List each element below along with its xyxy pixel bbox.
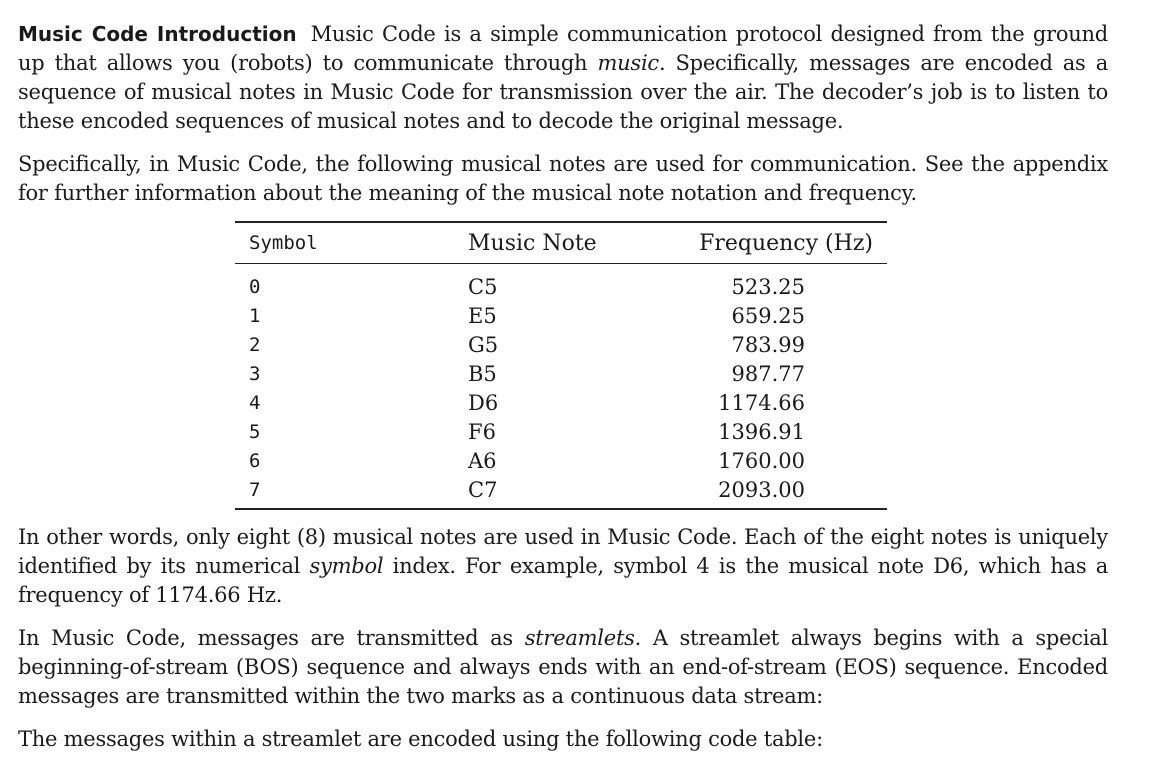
notes-paragraph: Specifically, in Music Code, the following musical notes are used for communication. See the appendix for further information about the meaning of the musical note notation and frequency. xyxy=(18,152,1108,205)
cell-note: B5 xyxy=(468,361,497,386)
table-row xyxy=(235,417,887,446)
section-heading: Music Code Introduction xyxy=(18,22,297,46)
header-music-note: Music Note xyxy=(468,222,648,264)
cell-frequency: 523.25 xyxy=(731,274,805,299)
para3-text-1: In other words, only eight (8) musical notes are used in Music Code. Each of the eight notes is uniquely identified by its numerical xyxy=(18,525,1108,578)
intro-italic-music: music xyxy=(597,51,659,75)
cell-note: E5 xyxy=(468,303,497,328)
para4-text-2: A streamlet always begins with a special beginning-of-stream (BOS) sequence and always ends with an end-of-stream (EOS) sequence. Encoded messages are transmitted within the two marks as a continuous data stream: xyxy=(18,626,1108,708)
cell-frequency: 2093.00 xyxy=(648,475,887,509)
cell-note: A6 xyxy=(468,448,497,473)
intro-text-2: . Specifically, messages are encoded as a sequence of musical notes in Music Code for transmission over the air. The decoder’s job is to listen to these encoded sequences of musical notes and to decode the original message. xyxy=(18,51,1109,133)
document-page xyxy=(18,20,1108,754)
cell-frequency: 783.99 xyxy=(731,332,805,357)
cell-note: F6 xyxy=(468,419,496,444)
cell-frequency: 1760.00 xyxy=(718,448,805,473)
table-row xyxy=(235,475,887,509)
cell-frequency: 987.77 xyxy=(731,361,805,386)
para4-text-1: In Music Code, messages are transmitted as xyxy=(18,626,525,650)
cell-symbol: 3 xyxy=(249,362,261,385)
cell-note: G5 xyxy=(468,332,499,357)
para4-italic-streamlets: streamlets. xyxy=(524,626,642,650)
cell-note: C7 xyxy=(468,475,648,509)
table-row xyxy=(235,330,887,359)
header-symbol: Symbol xyxy=(235,222,468,264)
table-row xyxy=(235,359,887,388)
music-note-table-wrapper xyxy=(235,221,887,510)
cell-symbol: 5 xyxy=(249,420,261,443)
eight-notes-paragraph xyxy=(18,523,1108,610)
table-header-row xyxy=(235,222,887,264)
cell-symbol: 1 xyxy=(249,304,261,327)
header-frequency: Frequency (Hz) xyxy=(648,222,887,264)
intro-text-1: Music Code is a simple communication protocol designed from the ground up that allows you (robots) to communicate through xyxy=(18,22,1108,75)
cell-symbol: 0 xyxy=(249,275,261,298)
streamlets-paragraph xyxy=(18,624,1108,711)
cell-symbol: 4 xyxy=(249,391,261,414)
code-table-intro-paragraph: The messages within a streamlet are encoded using the following code table: xyxy=(18,727,823,751)
cell-symbol: 7 xyxy=(235,475,468,509)
cell-frequency: 659.25 xyxy=(731,303,805,328)
intro-paragraph xyxy=(18,20,1108,136)
table-row xyxy=(235,446,887,475)
cell-frequency: 1174.66 xyxy=(718,390,805,415)
cell-frequency: 1396.91 xyxy=(718,419,805,444)
music-note-table xyxy=(235,221,887,510)
para3-text-2: index. For example, symbol 4 is the musical note D6, which has a frequency of 1174.66 Hz. xyxy=(18,554,1108,607)
cell-symbol: 6 xyxy=(249,449,261,472)
cell-note: C5 xyxy=(468,274,498,299)
cell-symbol: 2 xyxy=(249,333,261,356)
table-row xyxy=(235,264,887,302)
table-row xyxy=(235,388,887,417)
table-row xyxy=(235,301,887,330)
para3-italic-symbol: symbol xyxy=(309,554,384,578)
cell-note: D6 xyxy=(468,390,499,415)
